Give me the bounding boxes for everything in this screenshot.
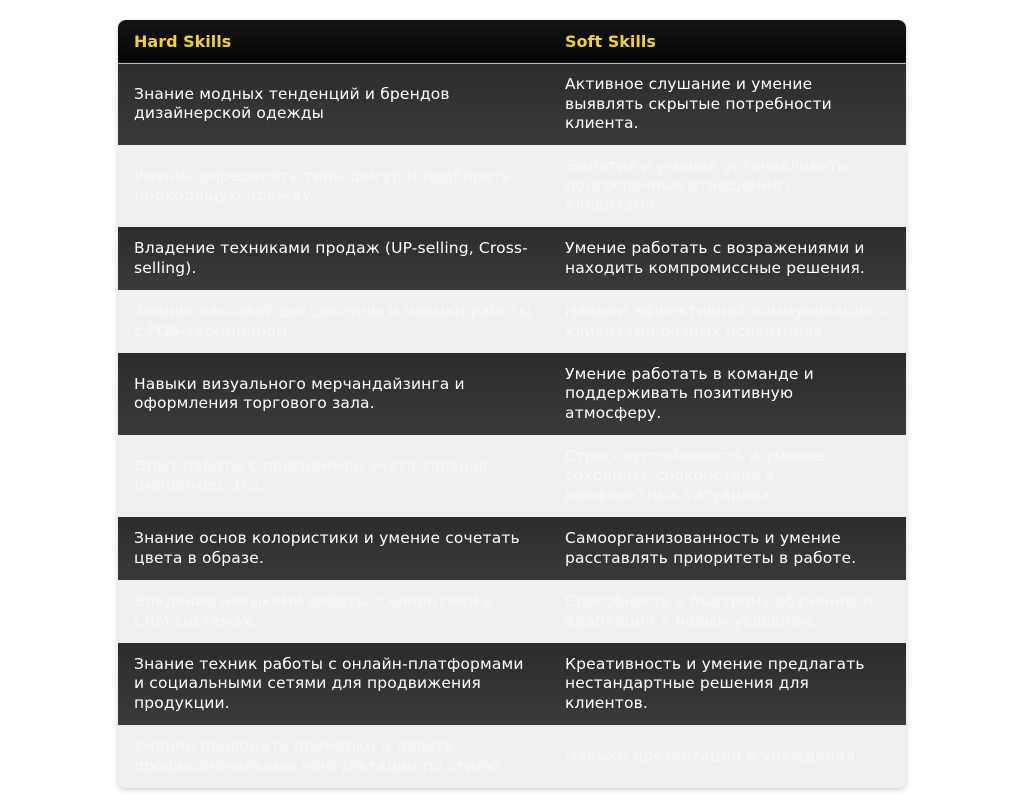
table-row — [118, 725, 906, 788]
hard-skill-cell: Владение техниками продаж (UP-selling, Cross-selling). — [134, 239, 528, 277]
hard-skill-cell: Знание основ колористики и умение сочетать цвета в образе. — [134, 529, 520, 567]
hard-skill-cell: Знание техник работы с онлайн-платформами и социальными сетями для продвижения продукции. — [134, 654, 524, 712]
soft-skill-cell: Самоорганизованность и умение расставлять приоритеты в работе. — [565, 529, 857, 567]
table-row — [118, 63, 906, 145]
hard-skill-cell: Владение навыками работы с клиентами в CRM системах. — [134, 592, 493, 630]
table-body — [118, 63, 906, 788]
hard-skill-cell: Умение определять типы фигур и подбирать подходящую одежду — [134, 166, 512, 204]
soft-skill-cell: Умение работать с возражениями и находить компромиссные решения. — [565, 239, 866, 277]
table-row — [118, 517, 906, 580]
hard-skill-cell: Опыт работы с программой учета товаров (например, 1С). — [134, 456, 488, 494]
soft-skill-cell: Умение работать в команде и поддерживать позитивную атмосферу. — [565, 364, 814, 422]
hard-skill-cell: Навыки визуального мерчандайзинга и оформления торгового зала. — [134, 374, 465, 412]
soft-skill-cell: Стрессоустойчивость и умение сохранять спокойствие в конфликтных ситуациях. — [565, 446, 826, 504]
skills-table-container — [118, 20, 906, 788]
soft-skill-cell: Способность к быстрому обучению и адаптации к новым условиям. — [565, 592, 874, 630]
hard-skill-cell: Знание кассовой дисциплины и навыки работы с POS-терминалом. — [134, 302, 531, 340]
table-row — [118, 290, 906, 353]
header-row — [118, 20, 906, 63]
soft-skill-cell: Навыки презентации и убеждения. — [565, 746, 861, 765]
hard-skills-header: Hard Skills — [134, 31, 232, 51]
soft-skill-cell: Навыки эффективной коммуникации с клиентами разных психотипов. — [565, 302, 889, 340]
soft-skills-header: Soft Skills — [565, 31, 656, 51]
soft-skill-cell: Активное слушание и умение выявлять скрытые потребности клиента. — [565, 75, 832, 132]
soft-skill-cell: Эмпатия и умение устанавливать долгосрочные отношения с клиентами. — [565, 156, 847, 214]
table-row — [118, 580, 906, 643]
soft-skill-cell: Креативность и умение предлагать нестандартные решения для клиентов. — [565, 654, 865, 712]
table-row — [118, 227, 906, 290]
table-row — [118, 435, 906, 517]
hard-skill-cell: Знание модных тенденций и брендов дизайнерской одежды — [134, 84, 450, 123]
table-row — [118, 145, 906, 227]
table-header — [118, 20, 906, 63]
skills-table — [118, 20, 906, 788]
table-row — [118, 353, 906, 435]
table-row — [118, 643, 906, 725]
hard-skill-cell: Умение проводить примерки и давать профессиональные консультации по стилю. — [134, 737, 505, 775]
